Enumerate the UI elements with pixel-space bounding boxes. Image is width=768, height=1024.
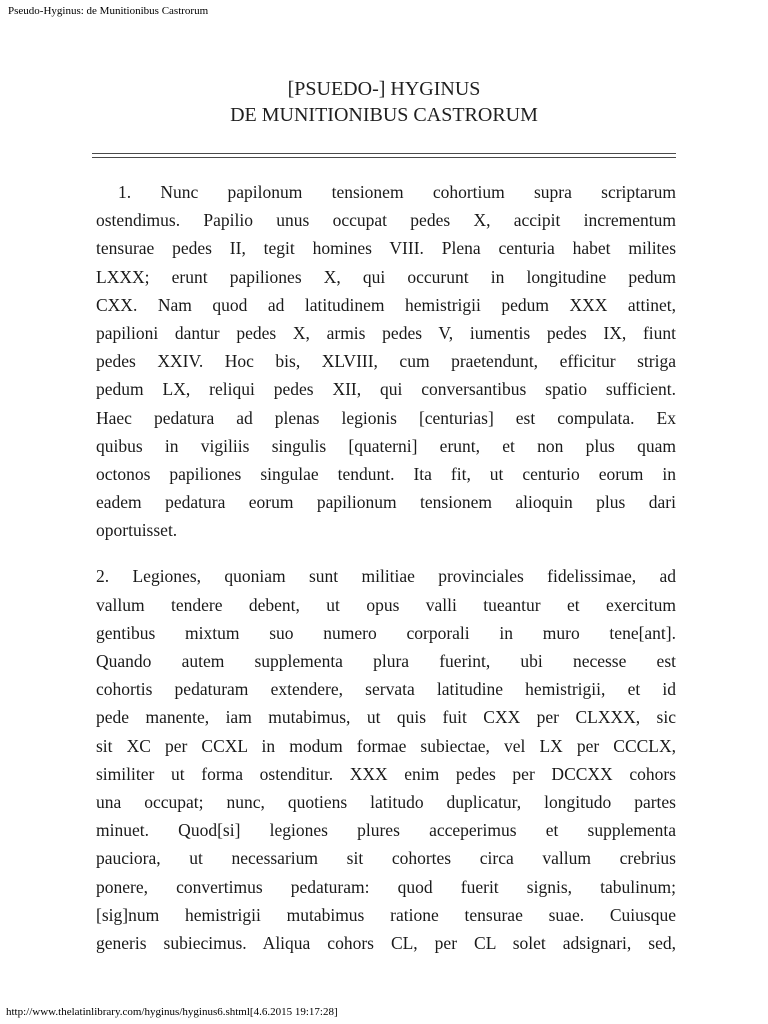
title-line-work: DE MUNITIONIBUS CASTRORUM (230, 104, 538, 126)
text-line: generis subiecimus. Aliqua cohors CL, per CL solet adsignari, sed, (96, 932, 676, 953)
text-line: similiter ut forma ostenditur. XXX enim pedes per DCCXX cohors (96, 763, 676, 784)
text-body (96, 178, 676, 975)
text-line: vallum tendere debent, ut opus valli tueantur et exercitum (96, 594, 676, 615)
paragraph-2 (96, 562, 676, 957)
text-line: pedes XXIV. Hoc bis, XLVIII, cum praetendunt, efficitur striga (96, 351, 676, 372)
text-line: cohortis pedaturam extendere, servata latitudine hemistrigii, et id (96, 679, 676, 700)
text-line: [sig]num hemistrigii mutabimus ratione tensurae suae. Cuiusque (96, 904, 676, 925)
text-line: oportuisset. (96, 520, 178, 541)
print-footer-url: http://www.thelatinlibrary.com/hyginus/hyginus6.shtml[4.6.2015 19:17:28] (6, 1006, 338, 1018)
text-line: sit XC per CCXL in modum formae subiectae, vel LX per CCCLX, (96, 735, 676, 756)
text-line: CXX. Nam quod ad latitudinem hemistrigii pedum XXX attinet, (96, 294, 676, 315)
title-line-author: [PSUEDO-] HYGINUS (287, 78, 481, 100)
text-line: Haec pedatura ad plenas legionis [centurias] est compulata. Ex (96, 407, 676, 428)
text-line: una occupat; nunc, quotiens latitudo duplicatur, longitudo partes (96, 791, 676, 812)
text-line: papilioni dantur pedes X, armis pedes V, iumentis pedes IX, fiunt (96, 322, 676, 343)
text-line: gentibus mixtum suo numero corporali in muro tene[ant]. (96, 622, 676, 643)
text-line: LXXX; erunt papiliones X, qui occurunt in longitudine pedum (96, 266, 676, 287)
title-rule-top (92, 153, 676, 154)
text-line: pauciora, ut necessarium sit cohortes circa vallum crebrius (96, 848, 676, 869)
print-header: Pseudo-Hyginus: de Munitionibus Castrorum (8, 5, 209, 17)
text-line: pede manente, iam mutabimus, ut quis fuit CXX per CLXXX, sic (96, 707, 676, 728)
text-line: 1. Nunc papilonum tensionem cohortium supra scriptarum (118, 182, 676, 202)
text-line: ostendimus. Papilio unus occupat pedes X, accipit incrementum (96, 210, 676, 231)
text-line: eadem pedatura eorum papilionum tensionem alioquin plus dari (96, 492, 676, 513)
paragraph-1 (96, 178, 676, 544)
text-line: Quando autem supplementa plura fuerint, ubi necesse est (96, 651, 676, 671)
text-line: minuet. Quod[si] legiones plures acceperimus et supplementa (96, 820, 676, 841)
text-line: ponere, convertimus pedaturam: quod fuerit signis, tabulinum; (96, 876, 676, 897)
text-line: tensurae pedes II, tegit homines VIII. Plena centuria habet milites (96, 238, 676, 259)
text-line: 2. Legiones, quoniam sunt militiae provinciales fidelissimae, ad (96, 566, 676, 587)
page-title (0, 76, 768, 128)
text-line: pedum LX, reliqui pedes XII, qui conversantibus spatio sufficient. (96, 379, 676, 400)
title-rule-bottom (92, 157, 676, 158)
text-line: octonos papiliones singulae tendunt. Ita fit, ut centurio eorum in (96, 463, 676, 484)
text-line: quibus in vigiliis singulis [quaterni] erunt, et non plus quam (96, 435, 676, 456)
